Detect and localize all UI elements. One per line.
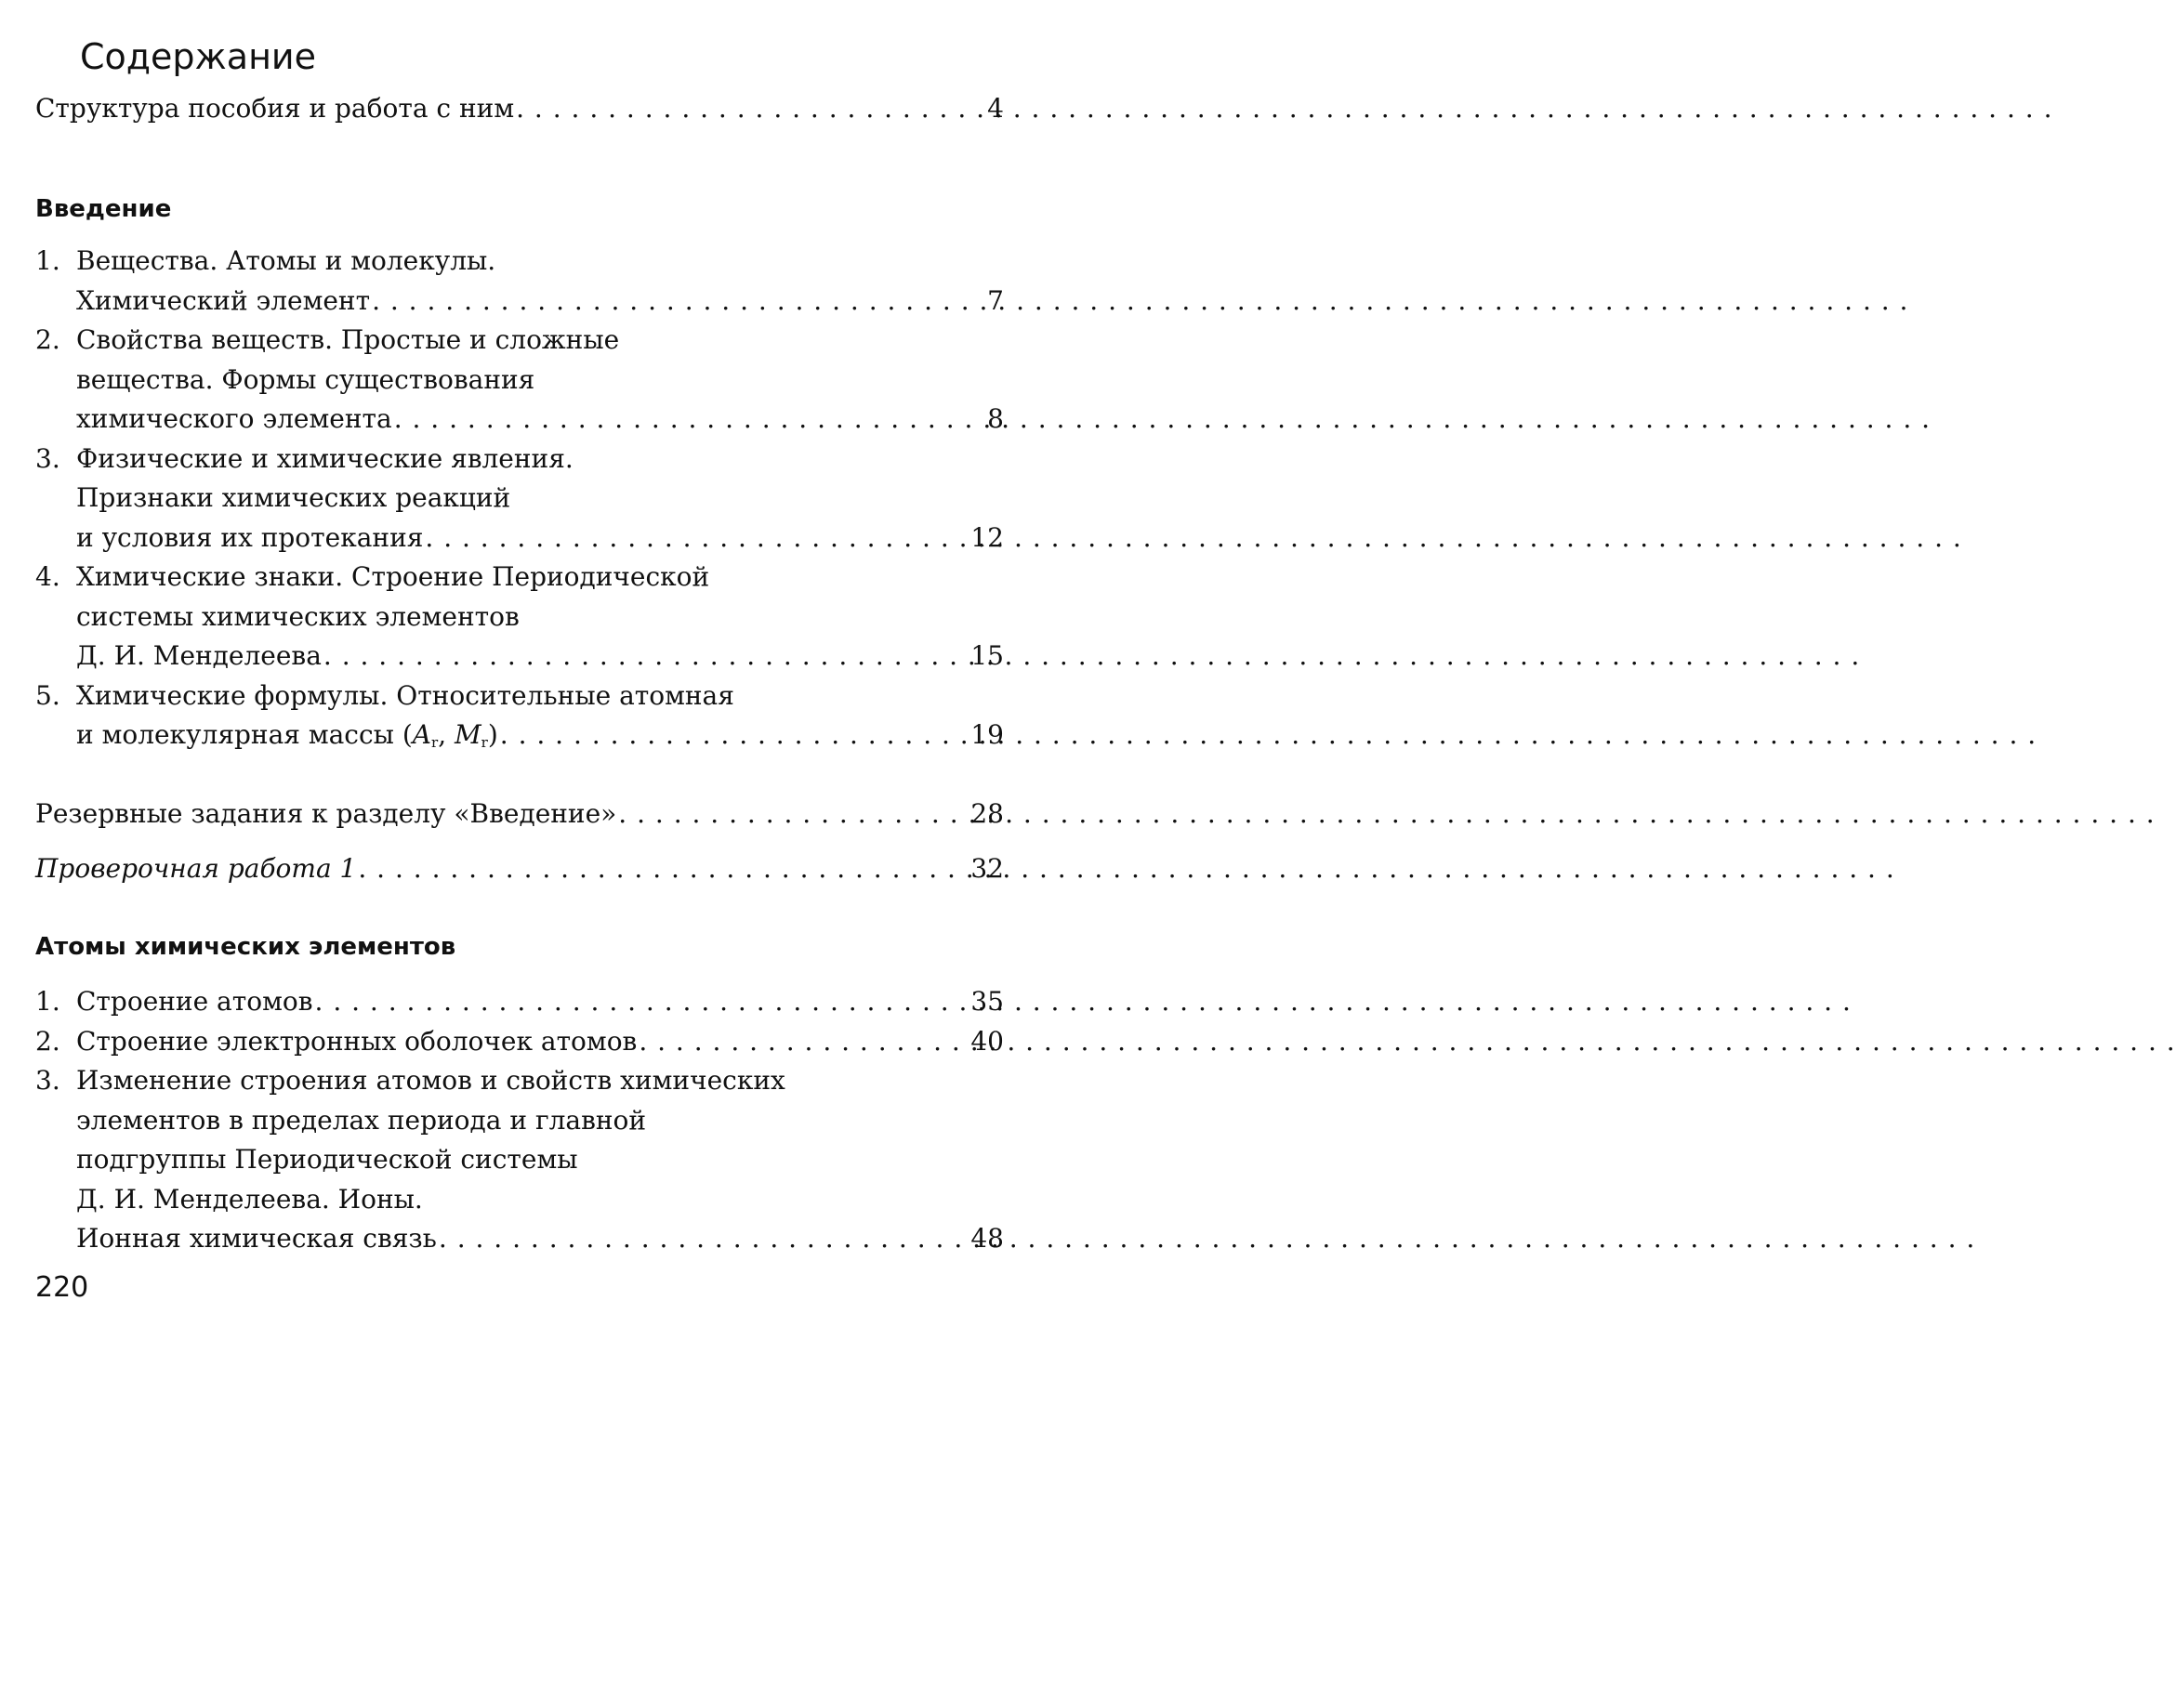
formula-prefix: и молекулярная массы (	[76, 719, 413, 750]
toc-page-number: 32	[970, 853, 1004, 884]
toc-page-number: 48	[970, 1223, 1004, 1254]
entry-number: 3.	[35, 442, 60, 474]
toc-page-number: 4	[987, 93, 1004, 124]
leader-dots	[323, 637, 913, 677]
formula-subscript: r	[481, 734, 488, 751]
leader-dots	[358, 849, 913, 889]
toc-test-entry	[35, 849, 1011, 889]
formula-close: )	[487, 719, 498, 750]
leader-dots	[516, 89, 913, 129]
entry-line: Физические и химические явления.	[76, 442, 574, 474]
entry-number: 3.	[35, 1065, 60, 1096]
entry-line: Вещества. Атомы и молекулы.	[76, 245, 496, 276]
entry-line: элементов в пределах периода и главной	[76, 1104, 647, 1136]
leader-dots	[500, 716, 913, 755]
toc-page-number: 8	[987, 403, 1004, 434]
section-title-introduction: Введение	[35, 195, 172, 223]
toc-entry-title: Проверочная работа 1	[35, 853, 357, 884]
entry-number: 2.	[35, 324, 60, 355]
entry-line: Строение электронных оболочек атомов	[76, 1025, 638, 1057]
leader-dots	[394, 400, 913, 440]
toc-page-number: 40	[970, 1025, 1004, 1057]
formula-symbol-m: M	[455, 719, 481, 750]
section-introduction-entries	[35, 242, 1011, 755]
toc-entry	[35, 1061, 1011, 1259]
leader-dots	[439, 1219, 913, 1259]
leader-dots	[639, 1022, 913, 1062]
toc-reserve-entry	[35, 795, 1011, 834]
leader-dots	[315, 982, 913, 1022]
entry-number: 4.	[35, 561, 60, 592]
toc-entry	[35, 440, 1011, 558]
entry-line: Изменение строения атомов и свойств химических	[76, 1065, 785, 1096]
toc-entry	[35, 677, 1011, 755]
toc-entry	[35, 321, 1011, 440]
toc-page-number: 19	[970, 719, 1004, 750]
toc-entry	[35, 982, 1011, 1022]
entry-line: и условия их протекания	[76, 521, 424, 553]
entry-line-with-formula	[76, 716, 498, 755]
toc-entry	[35, 558, 1011, 677]
section-atoms-entries	[35, 982, 1011, 1259]
toc-page-number: 7	[987, 284, 1004, 316]
entry-line: Ионная химическая связь	[76, 1223, 437, 1254]
formula-symbol-a: A	[412, 719, 432, 750]
formula-separator: ,	[438, 719, 455, 750]
entry-line: подгруппы Периодической системы	[76, 1144, 578, 1175]
entry-number: 1.	[35, 986, 60, 1017]
entry-line: Д. И. Менделеева. Ионы.	[76, 1183, 423, 1215]
leader-dots	[425, 519, 913, 558]
toc-intro-entry	[35, 89, 1011, 129]
entry-line: вещества. Формы существования	[76, 363, 535, 395]
entry-line: химического элемента	[76, 403, 392, 434]
toc-page-number: 35	[970, 986, 1004, 1017]
toc-page-number: 28	[970, 798, 1004, 829]
leader-dots	[372, 282, 913, 322]
toc-page-number: 15	[970, 640, 1004, 671]
entry-line: Химические формулы. Относительные атомная	[76, 679, 734, 711]
entry-line: Свойства веществ. Простые и сложные	[76, 324, 620, 355]
entry-number: 5.	[35, 679, 60, 711]
entry-line: Химический элемент	[76, 284, 371, 316]
entry-line: Химические знаки. Строение Периодической	[76, 561, 710, 592]
entry-line: Д. И. Менделеева	[76, 640, 322, 671]
formula-subscript: r	[431, 734, 439, 751]
entry-number: 1.	[35, 245, 60, 276]
toc-entry-title: Резервные задания к разделу «Введение»	[35, 798, 617, 829]
entry-line: системы химических элементов	[76, 600, 520, 632]
page-title: Содержание	[80, 36, 316, 77]
toc-entry	[35, 1022, 1011, 1062]
leader-dots	[618, 795, 913, 834]
toc-entry-title: Структура пособия и работа с ним	[35, 93, 515, 124]
section-title-atoms: Атомы химических элементов	[35, 933, 456, 961]
toc-entry	[35, 242, 1011, 321]
page-number: 220	[35, 1271, 89, 1304]
entry-line: Признаки химических реакций	[76, 482, 511, 513]
toc-page-number: 12	[970, 521, 1004, 553]
entry-number: 2.	[35, 1025, 60, 1057]
entry-line: Строение атомов	[76, 986, 313, 1017]
